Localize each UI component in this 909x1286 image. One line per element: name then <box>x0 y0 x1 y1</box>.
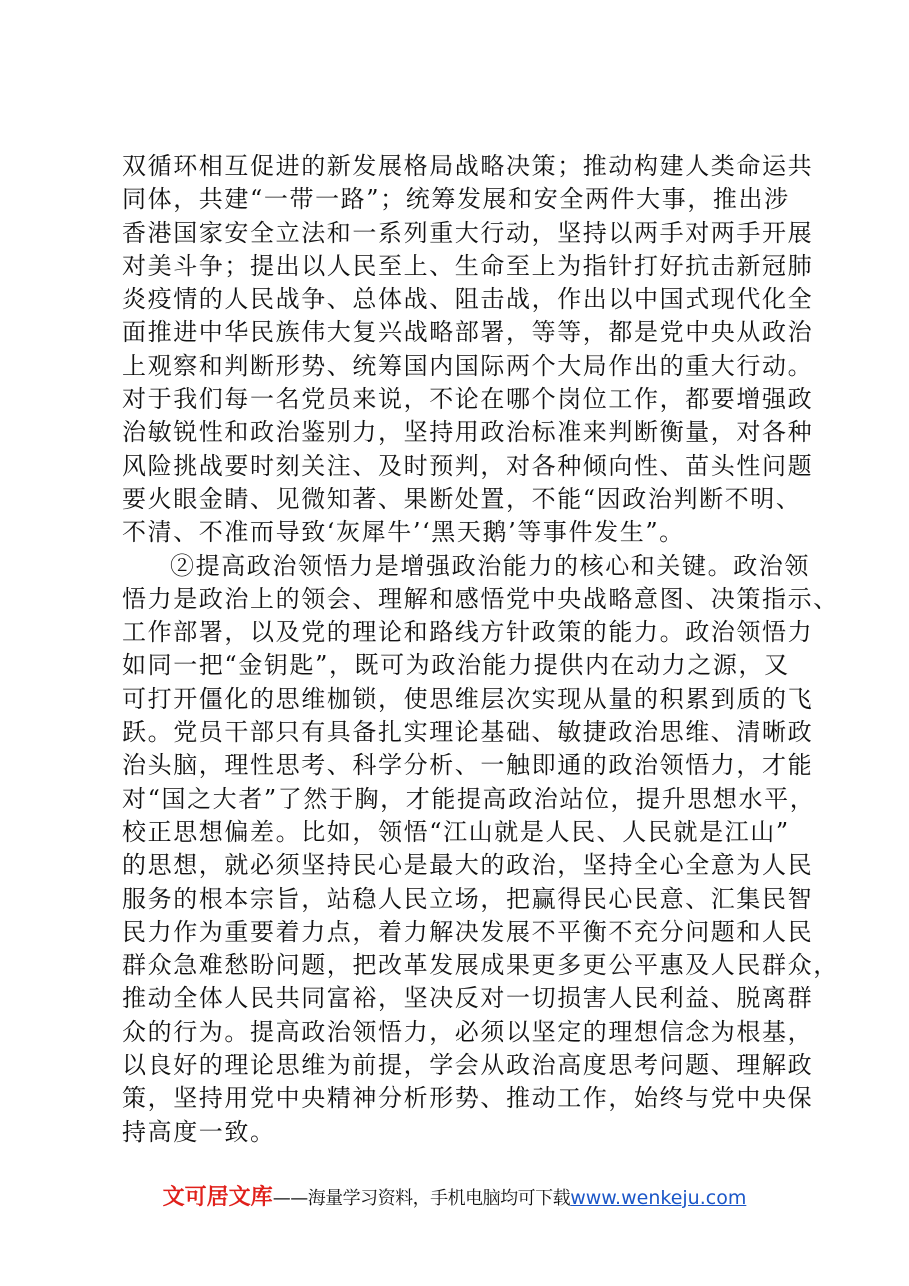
footer-tagline: ——海量学习资料，手机电脑均可下载 <box>272 1188 571 1209</box>
footer-brand: 文可居文库 <box>162 1185 273 1210</box>
text-line: 上观察和判断形势、统筹国内国际两个大局作出的重大行动。 <box>122 351 814 380</box>
text-line: 以良好的理论思维为前提，学会从政治高度思考问题、理解政 <box>122 1051 814 1080</box>
text-line: 工作部署，以及党的理论和路线方针政策的能力。政治领悟力 <box>122 618 814 647</box>
text-line: 如同一把“金钥匙”，既可为政治能力提供内在动力之源，又 <box>122 651 790 680</box>
text-line: 同体，共建“一带一路”；统筹发展和安全两件大事，推出涉 <box>122 185 790 214</box>
text-line: 不清、不准而导致‘灰犀牛’‘黑天鹅’等事件发生”。 <box>122 518 685 547</box>
text-line: 推动全体人民共同富裕，坚决反对一切损害人民利益、脱离群 <box>122 984 814 1013</box>
text-line: 要火眼金睛、见微知著、果断处置，不能“因政治判断不明、 <box>122 484 802 513</box>
text-line: 对“国之大者”了然于胸，才能提高政治站位，提升思想水平， <box>122 784 816 813</box>
text-line: 校正思想偏差。比如，领悟“江山就是人民、人民就是江山” <box>122 817 790 846</box>
text-line: 对于我们每一名党员来说，不论在哪个岗位工作，都要增强政 <box>122 385 814 414</box>
document-body <box>122 150 839 1149</box>
paragraph-start-line: ②提高政治领悟力是增强政治能力的核心和关键。政治领 <box>170 551 810 580</box>
text-line: 可打开僵化的思维枷锁，使思维层次实现从量的积累到质的飞 <box>122 684 814 713</box>
text-line: 对美斗争；提出以人民至上、生命至上为指针打好抗击新冠肺 <box>122 251 814 280</box>
text-line: 跃。党员干部只有具备扎实理论基础、敏捷政治思维、清晰政 <box>122 718 814 747</box>
text-line: 众的行为。提高政治领悟力，必须以坚定的理想信念为根基， <box>122 1017 814 1046</box>
text-line: 持高度一致。 <box>122 1117 276 1146</box>
footer-website-link[interactable]: www.wenkeju.com <box>570 1187 747 1209</box>
text-line: 策，坚持用党中央精神分析形势、推动工作，始终与党中央保 <box>122 1084 814 1113</box>
text-line: 悟力是政治上的领会、理解和感悟党中央战略意图、决策指示、 <box>122 584 839 613</box>
text-line: 炎疫情的人民战争、总体战、阻击战，作出以中国式现代化全 <box>122 285 814 314</box>
text-line: 的思想，就必须坚持民心是最大的政治，坚持全心全意为人民 <box>122 851 814 880</box>
text-line: 香港国家安全立法和一系列重大行动，坚持以两手对两手开展 <box>122 218 814 247</box>
text-line: 风险挑战要时刻关注、及时预判，对各种倾向性、苗头性问题 <box>122 451 814 480</box>
text-line: 双循环相互促进的新发展格局战略决策；推动构建人类命运共 <box>122 152 814 180</box>
footer-banner <box>0 1182 909 1214</box>
text-line: 服务的根本宗旨，站稳人民立场，把赢得民心民意、汇集民智 <box>122 884 814 913</box>
text-line: 面推进中华民族伟大复兴战略部署，等等，都是党中央从政治 <box>122 318 814 347</box>
text-line: 群众急难愁盼问题，把改革发展成果更多更公平惠及人民群众， <box>122 951 839 980</box>
text-line: 民力作为重要着力点，着力解决发展不平衡不充分问题和人民 <box>122 917 814 946</box>
text-line: 治敏锐性和政治鉴别力，坚持用政治标准来判断衡量，对各种 <box>122 418 814 447</box>
text-line: 治头脑，理性思考、科学分析、一触即通的政治领悟力，才能 <box>122 751 814 780</box>
